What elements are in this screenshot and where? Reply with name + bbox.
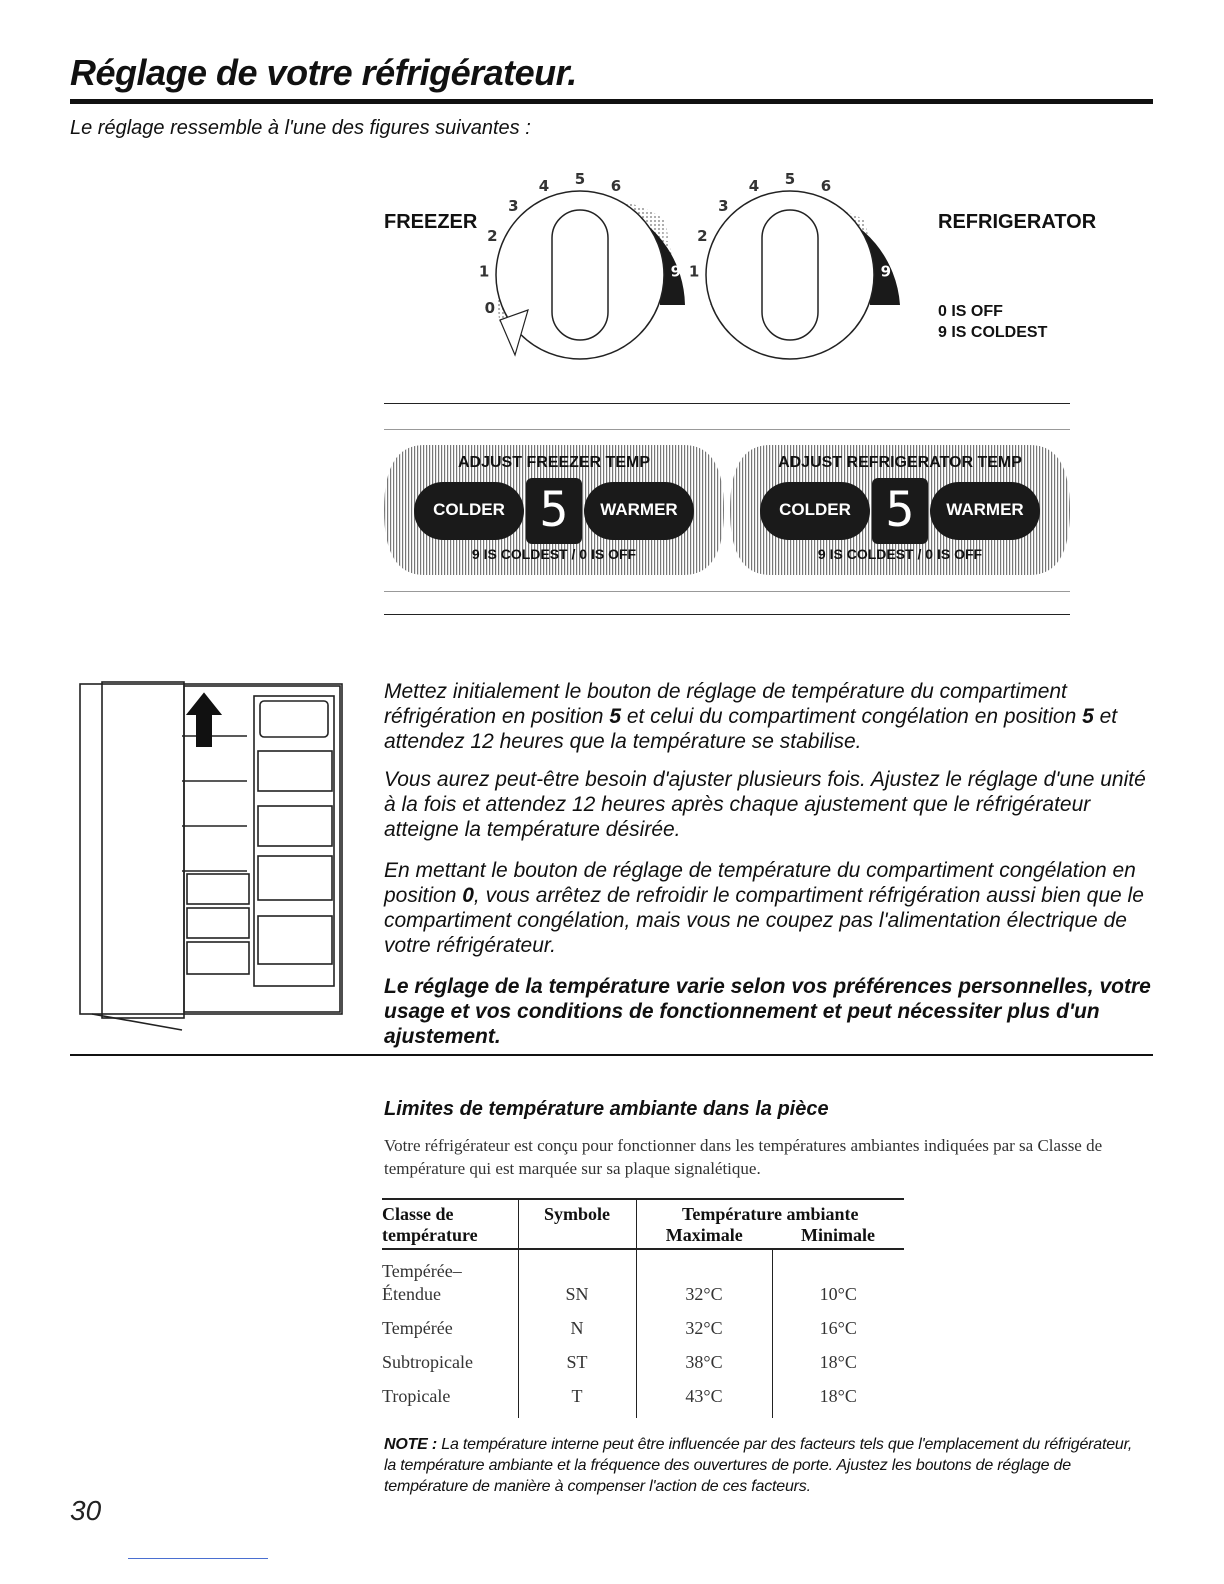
divider-bottom [384,614,1070,615]
cell-max: 32°C [636,1249,772,1306]
dials-illustration [470,170,930,390]
dial-number: 2 [487,227,498,245]
page-title: Réglage de votre réfrigérateur. [70,52,577,93]
cell-classe: Tropicale [382,1374,518,1418]
paragraph-initial-setting: Mettez initialement le bouton de réglage de température du compartiment réfrigération en position 5 et celui du compartiment congélation en position 5 et attendez 12 heures que la température se stabilise. [384,680,1118,753]
paragraph-adjust: Vous aurez peut-être besoin d'ajuster plusieurs fois. Ajustez le réglage d'une unité à la fois et attendez 12 heures après chaque ajustement que le réfrigérateur atteigne la température désirée. [384,768,1146,841]
section-rule [70,1054,1153,1056]
paragraph-preferences: Le réglage de la température varie selon vos préférences personnelles, votre usage et vos conditions de fonctionnement et peut nécessiter plus d'un ajustement. [384,975,1151,1048]
page-subtitle: Le réglage ressemble à l'une des figures suivantes : [70,117,531,139]
cell-max: 38°C [636,1340,772,1374]
dial-note-coldest: 9 IS COLDEST [938,324,1048,341]
dial-number: 4 [538,177,550,195]
temp-value: 5 [539,482,569,538]
cell-min: 18°C [819,1352,857,1372]
limits-intro: Votre réfrigérateur est conçu pour fonctionner dans les températures ambiantes indiquées par sa Classe de température qui est marquée sur sa plaque signalétique. [384,1136,1103,1178]
cell-classe: Subtropicale [382,1340,518,1374]
cell-symbole: ST [518,1340,636,1374]
freezer-dial[interactable] [496,191,685,359]
dial-number: 6 [610,177,622,195]
colder-label[interactable]: COLDER [779,500,851,519]
freezer-label: FREEZER [384,211,478,233]
table-row [382,1306,904,1340]
cell-classe: Tempérée– Étendue [382,1249,518,1306]
cell-min: 10°C [819,1284,857,1304]
dial-number: 9 [670,262,682,281]
dial-number: 5 [784,170,796,188]
colder-label[interactable]: COLDER [433,500,505,519]
table-row [382,1249,904,1306]
page-number: 30 [70,1495,102,1526]
cell-symbole: SN [518,1249,636,1306]
dial-number: 3 [508,196,519,215]
panel-footer: 9 IS COLDEST / 0 IS OFF [817,546,983,562]
dial-number: 7 [641,196,652,215]
temp-value: 5 [885,482,915,538]
title-rule [70,99,1153,104]
dial-number: 8 [662,227,673,245]
header-symbole: Symbole [518,1199,636,1249]
dial-number: 1 [478,262,490,281]
cell-symbole: N [518,1306,636,1340]
panel-heading: ADJUST REFRIGERATOR TEMP [778,454,1022,471]
warmer-label[interactable]: WARMER [600,500,678,519]
dial-number: 7 [851,196,862,215]
cell-max: 32°C [636,1306,772,1340]
dial-number: 5 [574,170,586,188]
cell-min: 18°C [819,1386,857,1406]
dial-note-off: 0 IS OFF [938,303,1003,320]
refrigerator-label: REFRIGERATOR [938,211,1097,233]
divider-bottom-thin [384,591,1070,592]
refrigerator-illustration [72,676,354,1032]
table-row [382,1374,904,1418]
divider-top [384,403,1070,404]
panel-footer: 9 IS COLDEST / 0 IS OFF [471,546,637,562]
header-max: Maximale [636,1225,772,1249]
dial-number: 2 [697,227,708,245]
header-classe: Classe de température [382,1199,518,1249]
cell-min: 16°C [819,1318,857,1338]
header-min: Minimale [772,1225,904,1249]
table-row [382,1340,904,1374]
limits-title: Limites de température ambiante dans la pièce [384,1098,829,1120]
divider-top-thin [384,429,1070,430]
paragraph-off-position: En mettant le bouton de réglage de température du compartiment congélation en position 0, vous arrêtez de refroidir le compartiment réfrigération aussi bien que le compartiment congélation, mais vous ne coupez pas l'alimentation électrique de votre réfrigérateur. [384,859,1144,957]
dial-number: 9 [880,262,892,281]
temperature-class-table [382,1198,904,1418]
footer-line [128,1558,268,1559]
panel-heading: ADJUST FREEZER TEMP [457,454,650,471]
warmer-label[interactable]: WARMER [946,500,1024,519]
dial-number: 8 [872,227,883,245]
header-ambiante: Température ambiante [682,1204,859,1224]
dial-number: 1 [688,262,700,281]
up-arrow-icon [188,694,220,746]
cell-max: 43°C [636,1374,772,1418]
cell-classe: Tempérée [382,1306,518,1340]
cell-symbole: T [518,1374,636,1418]
dial-number: 6 [820,177,832,195]
dial-number: 0 [484,298,496,317]
dial-number: 3 [718,196,729,215]
dial-number: 4 [748,177,760,195]
refrigerator-dial[interactable] [706,191,900,359]
note: NOTE : La température interne peut être influencée par des facteurs tels que l'emplacement du réfrigérateur, la température ambiante et la fréquence des ouvertures de porte. Ajustez les boutons de réglage de température de manière à compenser l'action de ces facteurs. [384,1436,1133,1495]
